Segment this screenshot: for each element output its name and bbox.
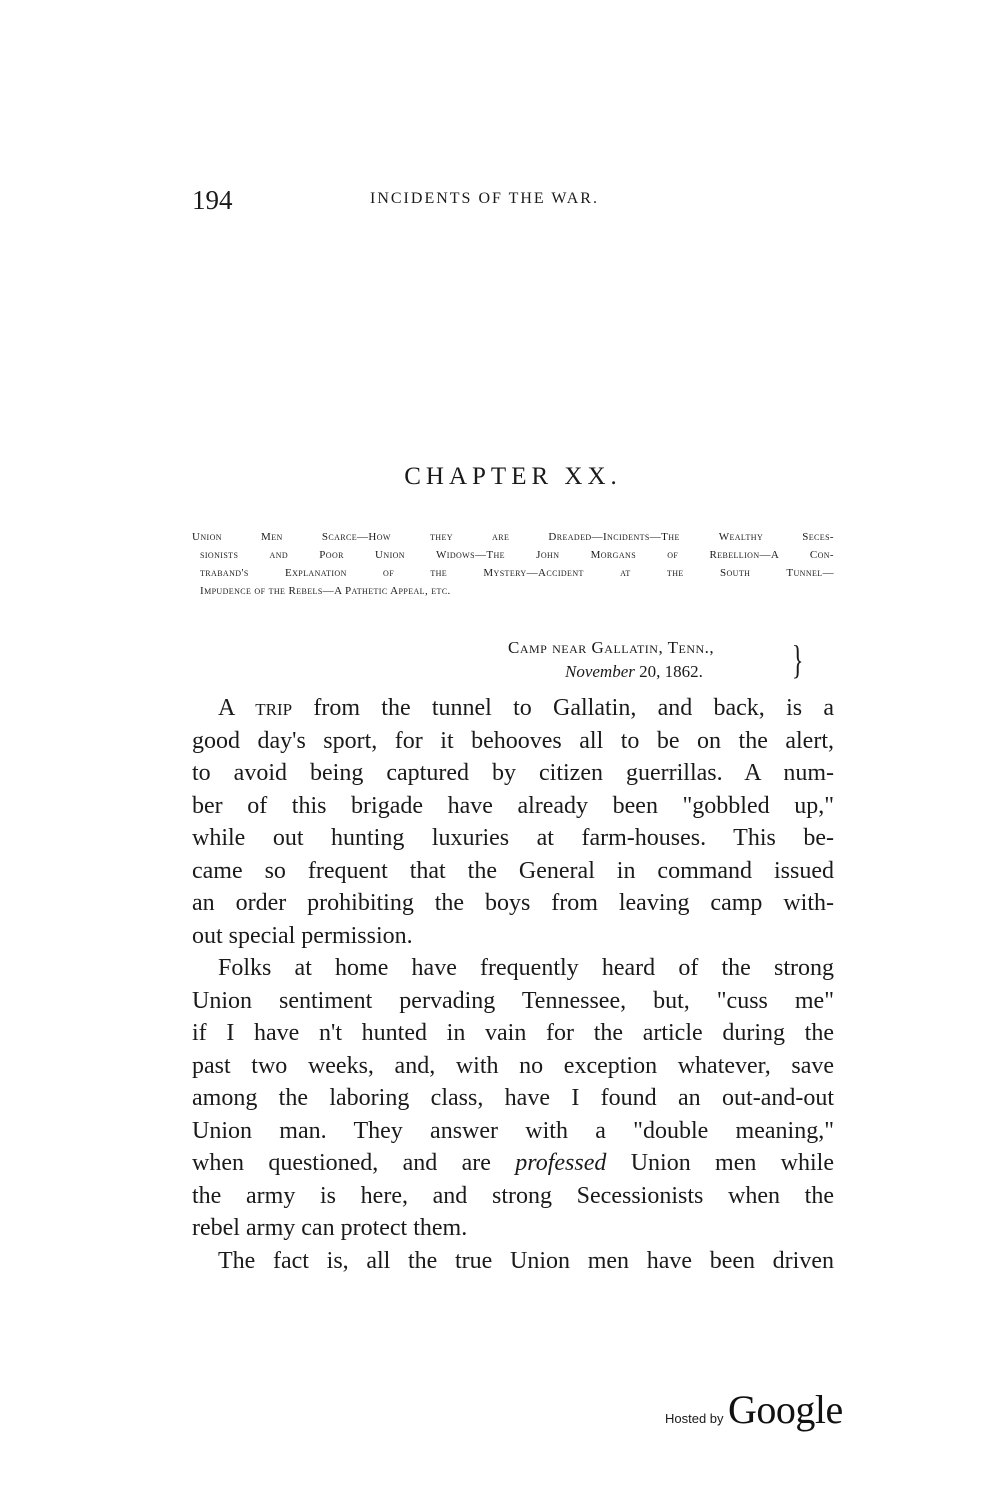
italic-word: professed	[515, 1150, 607, 1176]
hosted-by-label: Hosted by	[665, 1411, 724, 1426]
dateline-month: November	[565, 662, 635, 681]
dateline-date	[565, 662, 703, 682]
paragraph-line: while out hunting luxuries at farm-houses. This be-	[192, 825, 834, 851]
paragraph-line: the army is here, and strong Secessionists when the	[192, 1182, 834, 1209]
paragraph-line: an order prohibiting the boys from leaving camp with-	[192, 890, 834, 916]
opening-smallcaps: A trip	[218, 695, 293, 721]
running-head: INCIDENTS OF THE WAR.	[370, 190, 599, 207]
dateline-place: Camp near Gallatin, Tenn.,	[508, 638, 715, 657]
synopsis-line: sionists and Poor Union Widows—The John Morgans of Rebellion—A Con-	[200, 549, 834, 561]
hosted-by-google-watermark	[665, 1386, 843, 1433]
paragraph-line: past two weeks, and, with no exception whatever, save	[192, 1052, 834, 1079]
paragraph-line: if I have n't hunted in vain for the article during the	[192, 1020, 834, 1046]
google-logo: Google	[728, 1387, 843, 1432]
paragraph-line: ber of this brigade have already been "gobbled up,"	[192, 792, 834, 819]
chapter-synopsis	[192, 528, 834, 600]
body-text	[192, 692, 834, 1277]
paragraph-line: good day's sport, for it behooves all to be on the alert,	[192, 727, 834, 754]
synopsis-line: traband's Explanation of the Mystery—Accident at the South Tunnel—	[200, 567, 834, 579]
paragraph-line	[192, 692, 834, 725]
brace-glyph: }	[791, 637, 804, 682]
line-text: Union men while	[606, 1150, 834, 1176]
paragraph-line: Union man. They answer with a "double meaning,"	[192, 1117, 834, 1144]
paragraph-line: out special permission.	[192, 922, 413, 949]
line-text: from the tunnel to Gallatin, and back, is a	[292, 695, 834, 721]
dateline-day-year: 20, 1862.	[634, 662, 703, 681]
synopsis-line: Union Men Scarce—How they are Dreaded—Incidents—The Wealthy Seces-	[192, 531, 834, 543]
paragraph-line: to avoid being captured by citizen guerrillas. A num-	[192, 760, 834, 786]
paragraph-line: The fact is, all the true Union men have been driven	[218, 1247, 834, 1274]
chapter-title: CHAPTER XX.	[404, 463, 622, 490]
paragraph-line: Union sentiment pervading Tennessee, but, "cuss me"	[192, 987, 834, 1014]
paragraph-line: Folks at home have frequently heard of the strong	[218, 955, 834, 981]
paragraph-line: among the laboring class, have I found an out-and-out	[192, 1085, 834, 1111]
paragraph-line: came so frequent that the General in command issued	[192, 857, 834, 884]
paragraph-line	[192, 1147, 834, 1180]
paragraph-line: rebel army can protect them.	[192, 1215, 468, 1241]
line-text: when questioned, and are	[192, 1150, 516, 1176]
page-number: 194	[192, 185, 233, 215]
synopsis-line: Impudence of the Rebels—A Pathetic Appeal, etc.	[200, 585, 451, 597]
